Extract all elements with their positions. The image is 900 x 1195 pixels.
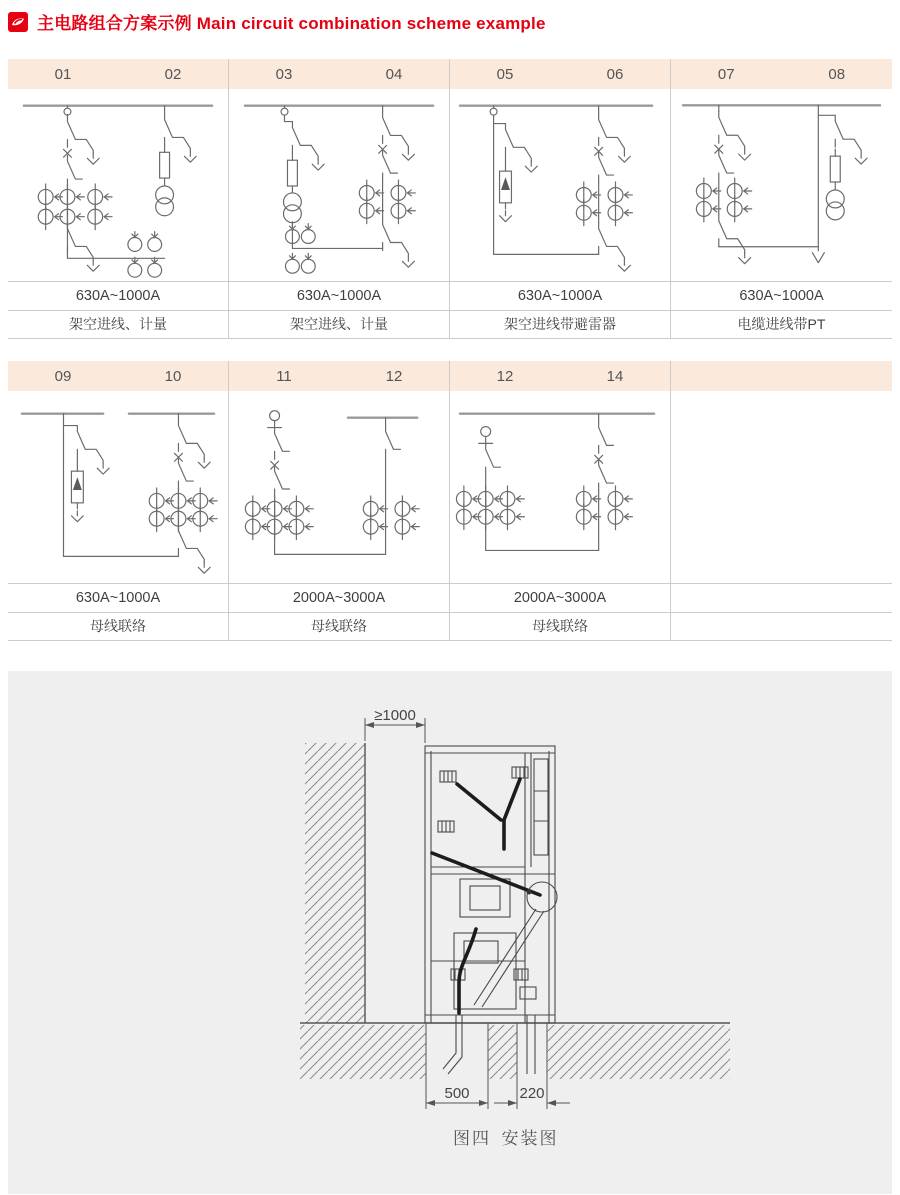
rating-text: 630A~1000A — [229, 282, 449, 311]
scheme-head — [8, 361, 228, 391]
scheme-cell-12-14 — [450, 361, 671, 641]
svg-text:220: 220 — [519, 1085, 545, 1102]
description-text — [671, 613, 892, 641]
wall-hatch — [305, 743, 365, 1023]
scheme-number: 08 — [828, 65, 846, 83]
svg-text:安装图: 安装图 — [501, 1129, 559, 1148]
scheme-head — [8, 59, 228, 89]
circuit-diagram-11-12 — [229, 391, 449, 584]
page-header — [0, 0, 900, 34]
circuit-diagram-01-02 — [8, 89, 228, 282]
rating-text: 630A~1000A — [8, 282, 228, 311]
scheme-cell-09-10 — [8, 361, 229, 641]
description-text: 架空进线、计量 — [229, 311, 449, 339]
dimension-front-trench — [426, 1071, 488, 1109]
busbar-links — [457, 779, 520, 849]
scheme-number: 14 — [606, 367, 624, 385]
rating-text: 630A~1000A — [450, 282, 670, 311]
circuit-diagram-07-08 — [671, 89, 892, 282]
description-text: 架空进线、计量 — [8, 311, 228, 339]
scheme-number: 02 — [164, 65, 182, 83]
dimension-wall-clearance — [365, 707, 425, 743]
description-text: 架空进线带避雷器 — [450, 311, 670, 339]
switchgear-cabinet — [425, 746, 557, 1074]
circuit-diagram-09-10 — [8, 391, 228, 584]
scheme-cell-11-12 — [229, 361, 450, 641]
scheme-number: 05 — [496, 65, 514, 83]
rating-text: 630A~1000A — [671, 282, 892, 311]
scheme-number: 10 — [164, 367, 182, 385]
scheme-number: 12 — [496, 367, 514, 385]
circuit-diagram-empty — [671, 391, 892, 584]
rating-text: 2000A~3000A — [450, 584, 670, 613]
floor-hatch — [300, 1023, 730, 1079]
front-trench-cables — [443, 1015, 462, 1074]
description-text: 母线联络 — [229, 613, 449, 641]
scheme-number: 11 — [276, 367, 292, 385]
scheme-number: 09 — [54, 367, 72, 385]
rear-trench-cables — [527, 1015, 535, 1074]
rating-text — [671, 584, 892, 613]
scheme-cell-07-08 — [671, 59, 892, 339]
power-cable — [459, 929, 476, 1013]
scheme-head — [671, 59, 892, 89]
scheme-number: 04 — [385, 65, 403, 83]
page-title-zh: 主电路组合方案示例 — [37, 14, 192, 33]
scheme-number: 07 — [717, 65, 735, 83]
scheme-number: 01 — [54, 65, 72, 83]
scheme-cell-03-04 — [229, 59, 450, 339]
scheme-number: 12 — [385, 367, 403, 385]
rating-text: 630A~1000A — [8, 584, 228, 613]
installation-diagram — [8, 671, 892, 1194]
scheme-cell-01-02 — [8, 59, 229, 339]
scheme-number: 03 — [275, 65, 293, 83]
scheme-table-row-2 — [8, 361, 892, 641]
description-text: 母线联络 — [8, 613, 228, 641]
scheme-head — [229, 361, 449, 391]
scheme-head — [229, 59, 449, 89]
operating-mechanism — [432, 853, 557, 1007]
circuit-breaker — [451, 929, 536, 1013]
scheme-table-row-1 — [8, 59, 892, 339]
svg-text:≥1000: ≥1000 — [374, 707, 416, 724]
figure-caption — [453, 1129, 559, 1148]
scheme-head — [450, 361, 670, 391]
scheme-number: 06 — [606, 65, 624, 83]
scheme-cell-05-06 — [450, 59, 671, 339]
scheme-head — [450, 59, 670, 89]
page-title-en: Main circuit combination scheme example — [196, 14, 546, 33]
description-text: 电缆进线带PT — [671, 311, 892, 339]
installation-panel — [8, 671, 892, 1194]
circuit-diagram-03-04 — [229, 89, 449, 282]
scheme-head — [671, 361, 892, 391]
section-marker-icon — [8, 12, 28, 32]
scheme-cell-empty — [671, 361, 892, 641]
description-text: 母线联络 — [450, 613, 670, 641]
svg-text:500: 500 — [444, 1085, 470, 1102]
rating-text: 2000A~3000A — [229, 584, 449, 613]
page-title — [37, 9, 546, 34]
svg-text:图四: 图四 — [453, 1129, 491, 1148]
circuit-diagram-12-14 — [450, 391, 670, 584]
circuit-diagram-05-06 — [450, 89, 670, 282]
